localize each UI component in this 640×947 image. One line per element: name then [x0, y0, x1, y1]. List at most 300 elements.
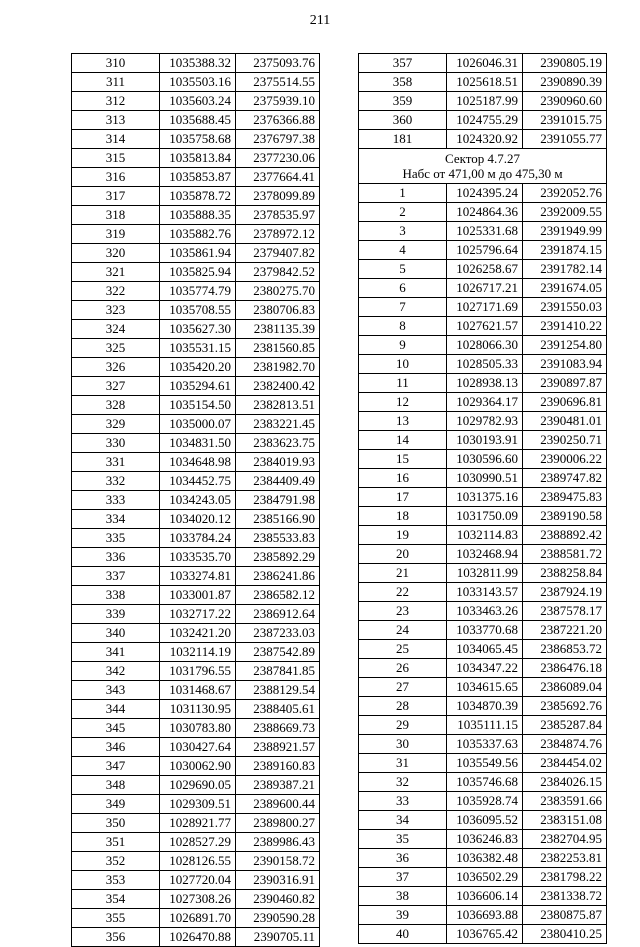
coordinate-x: 1031468.67 [160, 681, 236, 700]
coordinate-x: 1030783.80 [160, 719, 236, 738]
coordinate-x: 1025796.64 [447, 241, 523, 260]
coordinate-x: 1035853.87 [160, 168, 236, 187]
point-number: 31 [359, 754, 447, 773]
coordinate-x: 1035603.24 [160, 92, 236, 111]
coordinate-x: 1035882.76 [160, 225, 236, 244]
coordinate-y: 2391782.14 [523, 260, 607, 279]
point-number: 23 [359, 602, 447, 621]
point-number: 2 [359, 203, 447, 222]
coordinate-x: 1026717.21 [447, 279, 523, 298]
coordinate-x: 1035928.74 [447, 792, 523, 811]
point-number: 324 [72, 320, 160, 339]
table-row [72, 662, 320, 681]
coordinate-x: 1035825.94 [160, 263, 236, 282]
coordinate-x: 1034615.65 [447, 678, 523, 697]
coordinate-y: 2390805.19 [523, 54, 607, 73]
coordinate-x: 1029782.93 [447, 412, 523, 431]
table-row [359, 583, 607, 602]
point-number: 336 [72, 548, 160, 567]
point-number: 333 [72, 491, 160, 510]
point-number: 30 [359, 735, 447, 754]
point-number: 348 [72, 776, 160, 795]
coordinate-y: 2389475.83 [523, 488, 607, 507]
coordinate-x: 1031130.95 [160, 700, 236, 719]
coordinate-x: 1028126.55 [160, 852, 236, 871]
coordinate-y: 2382704.95 [523, 830, 607, 849]
coordinate-y: 2389600.44 [236, 795, 320, 814]
table-row [359, 849, 607, 868]
coordinate-y: 2390481.01 [523, 412, 607, 431]
coordinate-y: 2378972.12 [236, 225, 320, 244]
coordinate-x: 1034065.45 [447, 640, 523, 659]
coordinate-x: 1035337.63 [447, 735, 523, 754]
point-number: 340 [72, 624, 160, 643]
coordinate-x: 1033784.24 [160, 529, 236, 548]
point-number: 32 [359, 773, 447, 792]
coordinate-y: 2385533.83 [236, 529, 320, 548]
point-number: 310 [72, 54, 160, 73]
table-row [72, 852, 320, 871]
point-number: 326 [72, 358, 160, 377]
coordinate-y: 2391674.05 [523, 279, 607, 298]
point-number: 314 [72, 130, 160, 149]
coordinate-x: 1032811.99 [447, 564, 523, 583]
coordinate-y: 2386912.64 [236, 605, 320, 624]
point-number: 328 [72, 396, 160, 415]
table-row [72, 719, 320, 738]
table-row [359, 906, 607, 925]
table-row [359, 811, 607, 830]
coordinate-y: 2385892.29 [236, 548, 320, 567]
point-number: 347 [72, 757, 160, 776]
table-row [359, 336, 607, 355]
point-number: 24 [359, 621, 447, 640]
point-number: 25 [359, 640, 447, 659]
coordinate-y: 2377230.06 [236, 149, 320, 168]
coordinate-x: 1035503.16 [160, 73, 236, 92]
coordinate-y: 2387542.89 [236, 643, 320, 662]
coordinate-y: 2381982.70 [236, 358, 320, 377]
table-row [359, 54, 607, 73]
coordinate-x: 1028938.13 [447, 374, 523, 393]
table-row [359, 260, 607, 279]
point-number: 318 [72, 206, 160, 225]
table-row [359, 393, 607, 412]
coordinate-x: 1033143.57 [447, 583, 523, 602]
table-row [72, 529, 320, 548]
point-number: 359 [359, 92, 447, 111]
point-number: 321 [72, 263, 160, 282]
point-number: 38 [359, 887, 447, 906]
coordinate-y: 2392009.55 [523, 203, 607, 222]
coordinate-x: 1025331.68 [447, 222, 523, 241]
table-row [359, 111, 607, 130]
point-number: 315 [72, 149, 160, 168]
coordinate-x: 1034870.39 [447, 697, 523, 716]
table-row [359, 450, 607, 469]
coordinate-y: 2389800.27 [236, 814, 320, 833]
coordinate-y: 2391949.99 [523, 222, 607, 241]
point-number: 331 [72, 453, 160, 472]
table-row [72, 73, 320, 92]
coordinate-x: 1035861.94 [160, 244, 236, 263]
coordinate-y: 2375093.76 [236, 54, 320, 73]
coordinate-x: 1032717.22 [160, 605, 236, 624]
coordinate-y: 2376797.38 [236, 130, 320, 149]
table-row [72, 206, 320, 225]
point-number: 354 [72, 890, 160, 909]
point-number: 350 [72, 814, 160, 833]
coordinate-y: 2390890.39 [523, 73, 607, 92]
coordinate-y: 2386241.86 [236, 567, 320, 586]
point-number: 39 [359, 906, 447, 925]
coordinate-y: 2388921.57 [236, 738, 320, 757]
coordinate-y: 2391055.77 [523, 130, 607, 149]
coordinate-x: 1031796.55 [160, 662, 236, 681]
coordinate-y: 2380275.70 [236, 282, 320, 301]
point-number: 22 [359, 583, 447, 602]
coordinate-x: 1035888.35 [160, 206, 236, 225]
coordinate-y: 2381798.22 [523, 868, 607, 887]
coordinate-x: 1028066.30 [447, 336, 523, 355]
table-row [359, 526, 607, 545]
table-row [72, 263, 320, 282]
point-number: 352 [72, 852, 160, 871]
coordinate-x: 1035531.15 [160, 339, 236, 358]
point-number: 3 [359, 222, 447, 241]
point-number: 316 [72, 168, 160, 187]
coordinate-x: 1027621.57 [447, 317, 523, 336]
coordinate-y: 2386853.72 [523, 640, 607, 659]
coordinate-x: 1036502.29 [447, 868, 523, 887]
table-row [359, 640, 607, 659]
table-row [359, 298, 607, 317]
coordinate-y: 2383221.45 [236, 415, 320, 434]
coordinate-y: 2385692.76 [523, 697, 607, 716]
coordinate-y: 2382400.42 [236, 377, 320, 396]
point-number: 337 [72, 567, 160, 586]
coordinate-y: 2391874.15 [523, 241, 607, 260]
table-row [359, 488, 607, 507]
coordinate-y: 2390250.71 [523, 431, 607, 450]
coordinate-x: 1030427.64 [160, 738, 236, 757]
table-row [359, 507, 607, 526]
coordinate-x: 1025618.51 [447, 73, 523, 92]
coordinate-y: 2378099.89 [236, 187, 320, 206]
coordinate-y: 2383151.08 [523, 811, 607, 830]
point-number: 323 [72, 301, 160, 320]
point-number: 11 [359, 374, 447, 393]
point-number: 8 [359, 317, 447, 336]
table-row [72, 700, 320, 719]
coordinate-y: 2381338.72 [523, 887, 607, 906]
point-number: 325 [72, 339, 160, 358]
point-number: 358 [359, 73, 447, 92]
coordinate-x: 1035111.15 [447, 716, 523, 735]
coordinate-x: 1025187.99 [447, 92, 523, 111]
coordinate-x: 1035746.68 [447, 773, 523, 792]
coordinate-x: 1031750.09 [447, 507, 523, 526]
point-number: 329 [72, 415, 160, 434]
coordinate-y: 2390006.22 [523, 450, 607, 469]
point-number: 18 [359, 507, 447, 526]
coordinate-x: 1034243.05 [160, 491, 236, 510]
table-row [359, 431, 607, 450]
table-row [72, 567, 320, 586]
coordinate-y: 2383623.75 [236, 434, 320, 453]
point-number: 33 [359, 792, 447, 811]
table-row [72, 814, 320, 833]
coordinate-y: 2384791.98 [236, 491, 320, 510]
table-row [72, 472, 320, 491]
coordinate-x: 1026046.31 [447, 54, 523, 73]
table-row [359, 716, 607, 735]
point-number: 17 [359, 488, 447, 507]
coordinate-x: 1035758.68 [160, 130, 236, 149]
table-row [72, 624, 320, 643]
coordinate-y: 2387841.85 [236, 662, 320, 681]
coordinate-y: 2386089.04 [523, 678, 607, 697]
point-number: 10 [359, 355, 447, 374]
coordinate-x: 1032114.83 [447, 526, 523, 545]
table-row [72, 187, 320, 206]
coordinate-y: 2380410.25 [523, 925, 607, 944]
table-row [359, 279, 607, 298]
point-number: 1 [359, 184, 447, 203]
coordinate-y: 2392052.76 [523, 184, 607, 203]
table-row [359, 830, 607, 849]
coordinate-x: 1035000.07 [160, 415, 236, 434]
coordinate-y: 2375939.10 [236, 92, 320, 111]
table-row [359, 545, 607, 564]
table-row [72, 92, 320, 111]
coordinate-x: 1031375.16 [447, 488, 523, 507]
point-number: 37 [359, 868, 447, 887]
table-row [72, 776, 320, 795]
table-row [72, 377, 320, 396]
point-number: 341 [72, 643, 160, 662]
table-row [359, 203, 607, 222]
table-row [359, 621, 607, 640]
coordinate-y: 2384409.49 [236, 472, 320, 491]
point-number: 29 [359, 716, 447, 735]
table-row [72, 301, 320, 320]
point-number: 346 [72, 738, 160, 757]
coordinate-x: 1032468.94 [447, 545, 523, 564]
coordinate-y: 2387233.03 [236, 624, 320, 643]
coordinate-y: 2389160.83 [236, 757, 320, 776]
sector-header-row [359, 149, 607, 184]
coordinate-y: 2389387.21 [236, 776, 320, 795]
coordinate-x: 1026891.70 [160, 909, 236, 928]
coordinate-x: 1024864.36 [447, 203, 523, 222]
table-row [359, 659, 607, 678]
coordinate-y: 2389747.82 [523, 469, 607, 488]
coordinate-y: 2389190.58 [523, 507, 607, 526]
point-number: 313 [72, 111, 160, 130]
coordinate-y: 2386476.18 [523, 659, 607, 678]
coordinate-y: 2387221.20 [523, 621, 607, 640]
point-number: 349 [72, 795, 160, 814]
coordinate-y: 2390696.81 [523, 393, 607, 412]
coordinate-y: 2381135.39 [236, 320, 320, 339]
point-number: 4 [359, 241, 447, 260]
coordinate-x: 1034020.12 [160, 510, 236, 529]
point-number: 181 [359, 130, 447, 149]
coordinate-y: 2384026.15 [523, 773, 607, 792]
table-row [72, 415, 320, 434]
coordinate-x: 1034452.75 [160, 472, 236, 491]
coordinate-y: 2378535.97 [236, 206, 320, 225]
coordinate-x: 1036246.83 [447, 830, 523, 849]
point-number: 322 [72, 282, 160, 301]
table-row [359, 241, 607, 260]
coordinate-y: 2390158.72 [236, 852, 320, 871]
point-number: 357 [359, 54, 447, 73]
coordinate-x: 1034648.98 [160, 453, 236, 472]
point-number: 14 [359, 431, 447, 450]
coordinate-x: 1029690.05 [160, 776, 236, 795]
table-row [359, 564, 607, 583]
coordinate-x: 1032114.19 [160, 643, 236, 662]
coordinate-y: 2391083.94 [523, 355, 607, 374]
coordinate-y: 2383591.66 [523, 792, 607, 811]
table-row [359, 868, 607, 887]
coordinate-y: 2382813.51 [236, 396, 320, 415]
point-number: 16 [359, 469, 447, 488]
sector-title: Сектор 4.7.27 [444, 151, 520, 166]
coordinate-x: 1033770.68 [447, 621, 523, 640]
coordinate-y: 2379407.82 [236, 244, 320, 263]
point-number: 320 [72, 244, 160, 263]
coordinate-x: 1033001.87 [160, 586, 236, 605]
coordinates-table-left [71, 53, 320, 947]
point-number: 6 [359, 279, 447, 298]
point-number: 36 [359, 849, 447, 868]
table-row [72, 681, 320, 700]
point-number: 334 [72, 510, 160, 529]
coordinate-x: 1030062.90 [160, 757, 236, 776]
table-row [72, 795, 320, 814]
table-row [359, 130, 607, 149]
table-row [72, 453, 320, 472]
table-row [72, 358, 320, 377]
coordinate-x: 1035688.45 [160, 111, 236, 130]
coordinate-y: 2385287.84 [523, 716, 607, 735]
point-number: 332 [72, 472, 160, 491]
table-row [359, 317, 607, 336]
table-row [359, 697, 607, 716]
point-number: 34 [359, 811, 447, 830]
coordinate-y: 2384019.93 [236, 453, 320, 472]
table-row [72, 54, 320, 73]
coordinate-y: 2390960.60 [523, 92, 607, 111]
point-number: 35 [359, 830, 447, 849]
coordinate-x: 1033274.81 [160, 567, 236, 586]
table-row [72, 282, 320, 301]
point-number: 317 [72, 187, 160, 206]
coordinate-x: 1033463.26 [447, 602, 523, 621]
point-number: 312 [72, 92, 160, 111]
point-number: 339 [72, 605, 160, 624]
table-row [72, 871, 320, 890]
coordinate-x: 1030193.91 [447, 431, 523, 450]
coordinate-x: 1027720.04 [160, 871, 236, 890]
point-number: 5 [359, 260, 447, 279]
coordinate-x: 1028921.77 [160, 814, 236, 833]
coordinate-y: 2385166.90 [236, 510, 320, 529]
coordinate-x: 1035627.30 [160, 320, 236, 339]
point-number: 40 [359, 925, 447, 944]
coordinate-y: 2380706.83 [236, 301, 320, 320]
table-row [359, 792, 607, 811]
table-row [72, 320, 320, 339]
point-number: 356 [72, 928, 160, 947]
coordinate-x: 1035813.84 [160, 149, 236, 168]
coordinate-y: 2388405.61 [236, 700, 320, 719]
table-row [72, 168, 320, 187]
coordinate-x: 1035154.50 [160, 396, 236, 415]
coordinate-y: 2388892.42 [523, 526, 607, 545]
coordinate-x: 1035774.79 [160, 282, 236, 301]
coordinate-x: 1035294.61 [160, 377, 236, 396]
coordinate-x: 1028527.29 [160, 833, 236, 852]
coordinate-x: 1035420.20 [160, 358, 236, 377]
coordinate-x: 1029309.51 [160, 795, 236, 814]
table-row [359, 602, 607, 621]
coordinate-y: 2390897.87 [523, 374, 607, 393]
point-number: 330 [72, 434, 160, 453]
point-number: 13 [359, 412, 447, 431]
coordinate-x: 1024755.29 [447, 111, 523, 130]
coordinate-y: 2376366.88 [236, 111, 320, 130]
coordinate-y: 2390590.28 [236, 909, 320, 928]
coordinate-x: 1026470.88 [160, 928, 236, 947]
coordinate-y: 2381560.85 [236, 339, 320, 358]
table-row [72, 757, 320, 776]
coordinate-y: 2388129.54 [236, 681, 320, 700]
table-row [72, 605, 320, 624]
table-row [72, 510, 320, 529]
coordinate-y: 2388258.84 [523, 564, 607, 583]
table-row [359, 469, 607, 488]
coordinate-x: 1030990.51 [447, 469, 523, 488]
coordinate-x: 1024395.24 [447, 184, 523, 203]
point-number: 20 [359, 545, 447, 564]
table-row [72, 738, 320, 757]
point-number: 344 [72, 700, 160, 719]
coordinate-x: 1036606.14 [447, 887, 523, 906]
table-row [72, 833, 320, 852]
point-number: 353 [72, 871, 160, 890]
page-number: 211 [309, 13, 331, 28]
coordinate-x: 1035878.72 [160, 187, 236, 206]
table-row [72, 396, 320, 415]
table-row [72, 586, 320, 605]
table-row [72, 434, 320, 453]
table-row [72, 244, 320, 263]
table-row [359, 678, 607, 697]
coordinate-x: 1033535.70 [160, 548, 236, 567]
point-number: 319 [72, 225, 160, 244]
table-row [359, 374, 607, 393]
coordinate-y: 2387578.17 [523, 602, 607, 621]
coordinate-x: 1035549.56 [447, 754, 523, 773]
table-row [72, 111, 320, 130]
coordinate-x: 1035708.55 [160, 301, 236, 320]
coordinate-y: 2391550.03 [523, 298, 607, 317]
point-number: 19 [359, 526, 447, 545]
